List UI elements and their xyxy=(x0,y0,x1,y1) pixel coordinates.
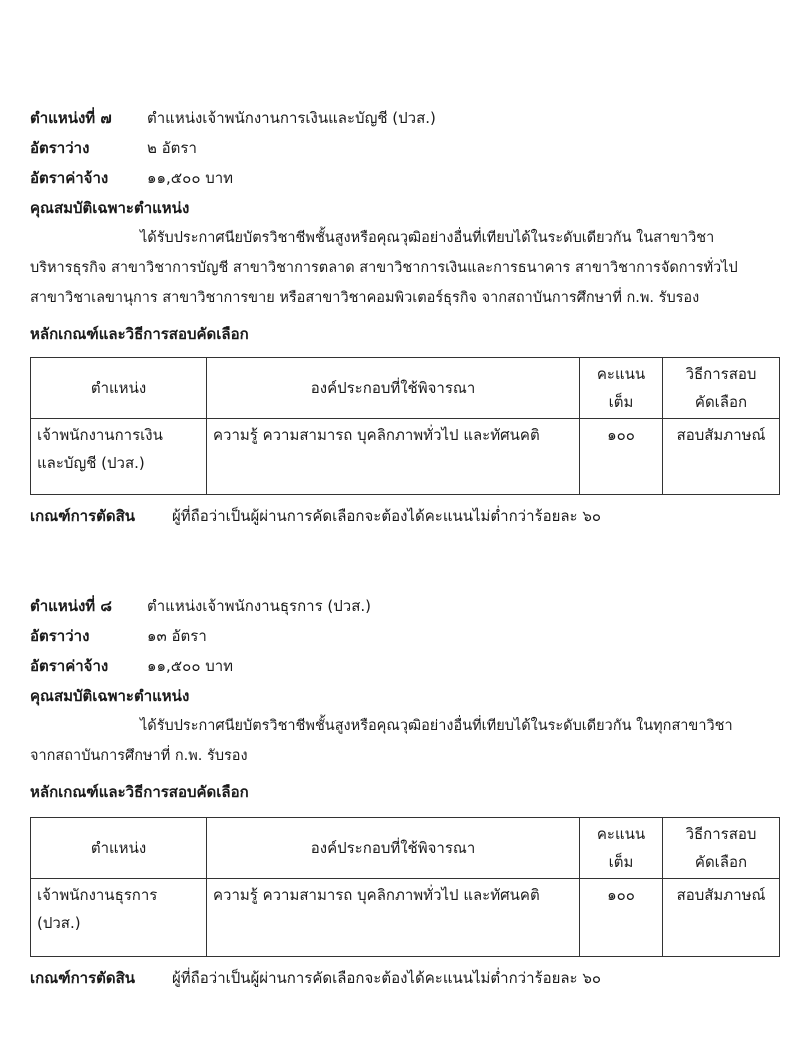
qualification-line: ได้รับประกาศนียบัตรวิชาชีพชั้นสูงหรือคุณวุฒิอย่างอื่นที่เทียบได้ในระดับเดียวกัน ในสาขาวิชา xyxy=(140,230,715,246)
vacancy-value: ๒ อัตรา xyxy=(147,139,197,157)
cell-components: ความรู้ ความสามารถ บุคลิกภาพทั่วไป และทัศนคติ xyxy=(207,879,580,957)
vacancy-label: อัตราว่าง xyxy=(30,627,90,645)
qualification-line: จากสถาบันการศึกษาที่ ก.พ. รับรอง xyxy=(30,748,248,764)
verdict-label: เกณฑ์การตัดสิน xyxy=(30,507,136,525)
position-number-label: ตำแหน่งที่ ๗ xyxy=(30,109,112,127)
qualification-text xyxy=(30,711,780,771)
cell-full-score: ๑๐๐ xyxy=(580,879,663,957)
header-components: องค์ประกอบที่ใช้พิจารณา xyxy=(207,818,580,879)
table-header-row xyxy=(31,358,780,419)
position-number-label: ตำแหน่งที่ ๘ xyxy=(30,597,112,615)
header-position: ตำแหน่ง xyxy=(31,358,207,419)
header-full-score: คะแนน เต็ม xyxy=(580,818,663,879)
header-method: วิธีการสอบ คัดเลือก xyxy=(663,358,780,419)
criteria-heading: หลักเกณฑ์และวิธีการสอบคัดเลือก xyxy=(30,783,249,801)
verdict-text: ผู้ที่ถือว่าเป็นผู้ผ่านการคัดเลือกจะต้องได้คะแนนไม่ต่ำกว่าร้อยละ ๖๐ xyxy=(172,507,602,525)
vacancy-label: อัตราว่าง xyxy=(30,139,90,157)
verdict-label: เกณฑ์การตัดสิน xyxy=(30,969,136,987)
cell-method: สอบสัมภาษณ์ xyxy=(663,879,780,957)
table-row xyxy=(31,419,780,495)
verdict-text: ผู้ที่ถือว่าเป็นผู้ผ่านการคัดเลือกจะต้องได้คะแนนไม่ต่ำกว่าร้อยละ ๖๐ xyxy=(172,969,602,987)
qualification-line: ได้รับประกาศนียบัตรวิชาชีพชั้นสูงหรือคุณวุฒิอย่างอื่นที่เทียบได้ในระดับเดียวกัน ในทุกสาขาวิชา xyxy=(140,718,733,734)
cell-full-score: ๑๐๐ xyxy=(580,419,663,495)
qualification-text xyxy=(30,223,780,313)
table-header-row xyxy=(31,818,780,879)
header-components: องค์ประกอบที่ใช้พิจารณา xyxy=(207,358,580,419)
qualification-line: บริหารธุรกิจ สาขาวิชาการบัญชี สาขาวิชาการตลาด สาขาวิชาการเงินและการธนาคาร สาขาวิชาการจัดการทั่วไป xyxy=(30,260,738,276)
qualification-heading: คุณสมบัติเฉพาะตำแหน่ง xyxy=(30,199,190,217)
criteria-table xyxy=(30,357,780,495)
qualification-heading: คุณสมบัติเฉพาะตำแหน่ง xyxy=(30,687,190,705)
table-row xyxy=(31,879,780,957)
header-position: ตำแหน่ง xyxy=(31,818,207,879)
cell-components: ความรู้ ความสามารถ บุคลิกภาพทั่วไป และทัศนคติ xyxy=(207,419,580,495)
verdict-row xyxy=(30,502,601,530)
position-title: ตำแหน่งเจ้าพนักงานธุรการ (ปวส.) xyxy=(147,597,371,615)
position-title: ตำแหน่งเจ้าพนักงานการเงินและบัญชี (ปวส.) xyxy=(147,109,436,127)
cell-method: สอบสัมภาษณ์ xyxy=(663,419,780,495)
cell-position: เจ้าพนักงานการเงิน และบัญชี (ปวส.) xyxy=(31,419,207,495)
salary-label: อัตราค่าจ้าง xyxy=(30,657,109,675)
salary-value: ๑๑,๕๐๐ บาท xyxy=(147,657,234,675)
vacancy-value: ๑๓ อัตรา xyxy=(147,627,207,645)
salary-value: ๑๑,๕๐๐ บาท xyxy=(147,169,234,187)
salary-label: อัตราค่าจ้าง xyxy=(30,169,109,187)
qualification-line: สาขาวิชาเลขานุการ สาขาวิชาการขาย หรือสาขาวิชาคอมพิวเตอร์ธุรกิจ จากสถาบันการศึกษาที่ ก.พ. รับรอง xyxy=(30,290,700,306)
header-full-score: คะแนน เต็ม xyxy=(580,358,663,419)
cell-position: เจ้าพนักงานธุรการ (ปวส.) xyxy=(31,879,207,957)
criteria-table xyxy=(30,817,780,957)
header-method: วิธีการสอบ คัดเลือก xyxy=(663,818,780,879)
criteria-heading: หลักเกณฑ์และวิธีการสอบคัดเลือก xyxy=(30,325,249,343)
verdict-row xyxy=(30,964,601,992)
